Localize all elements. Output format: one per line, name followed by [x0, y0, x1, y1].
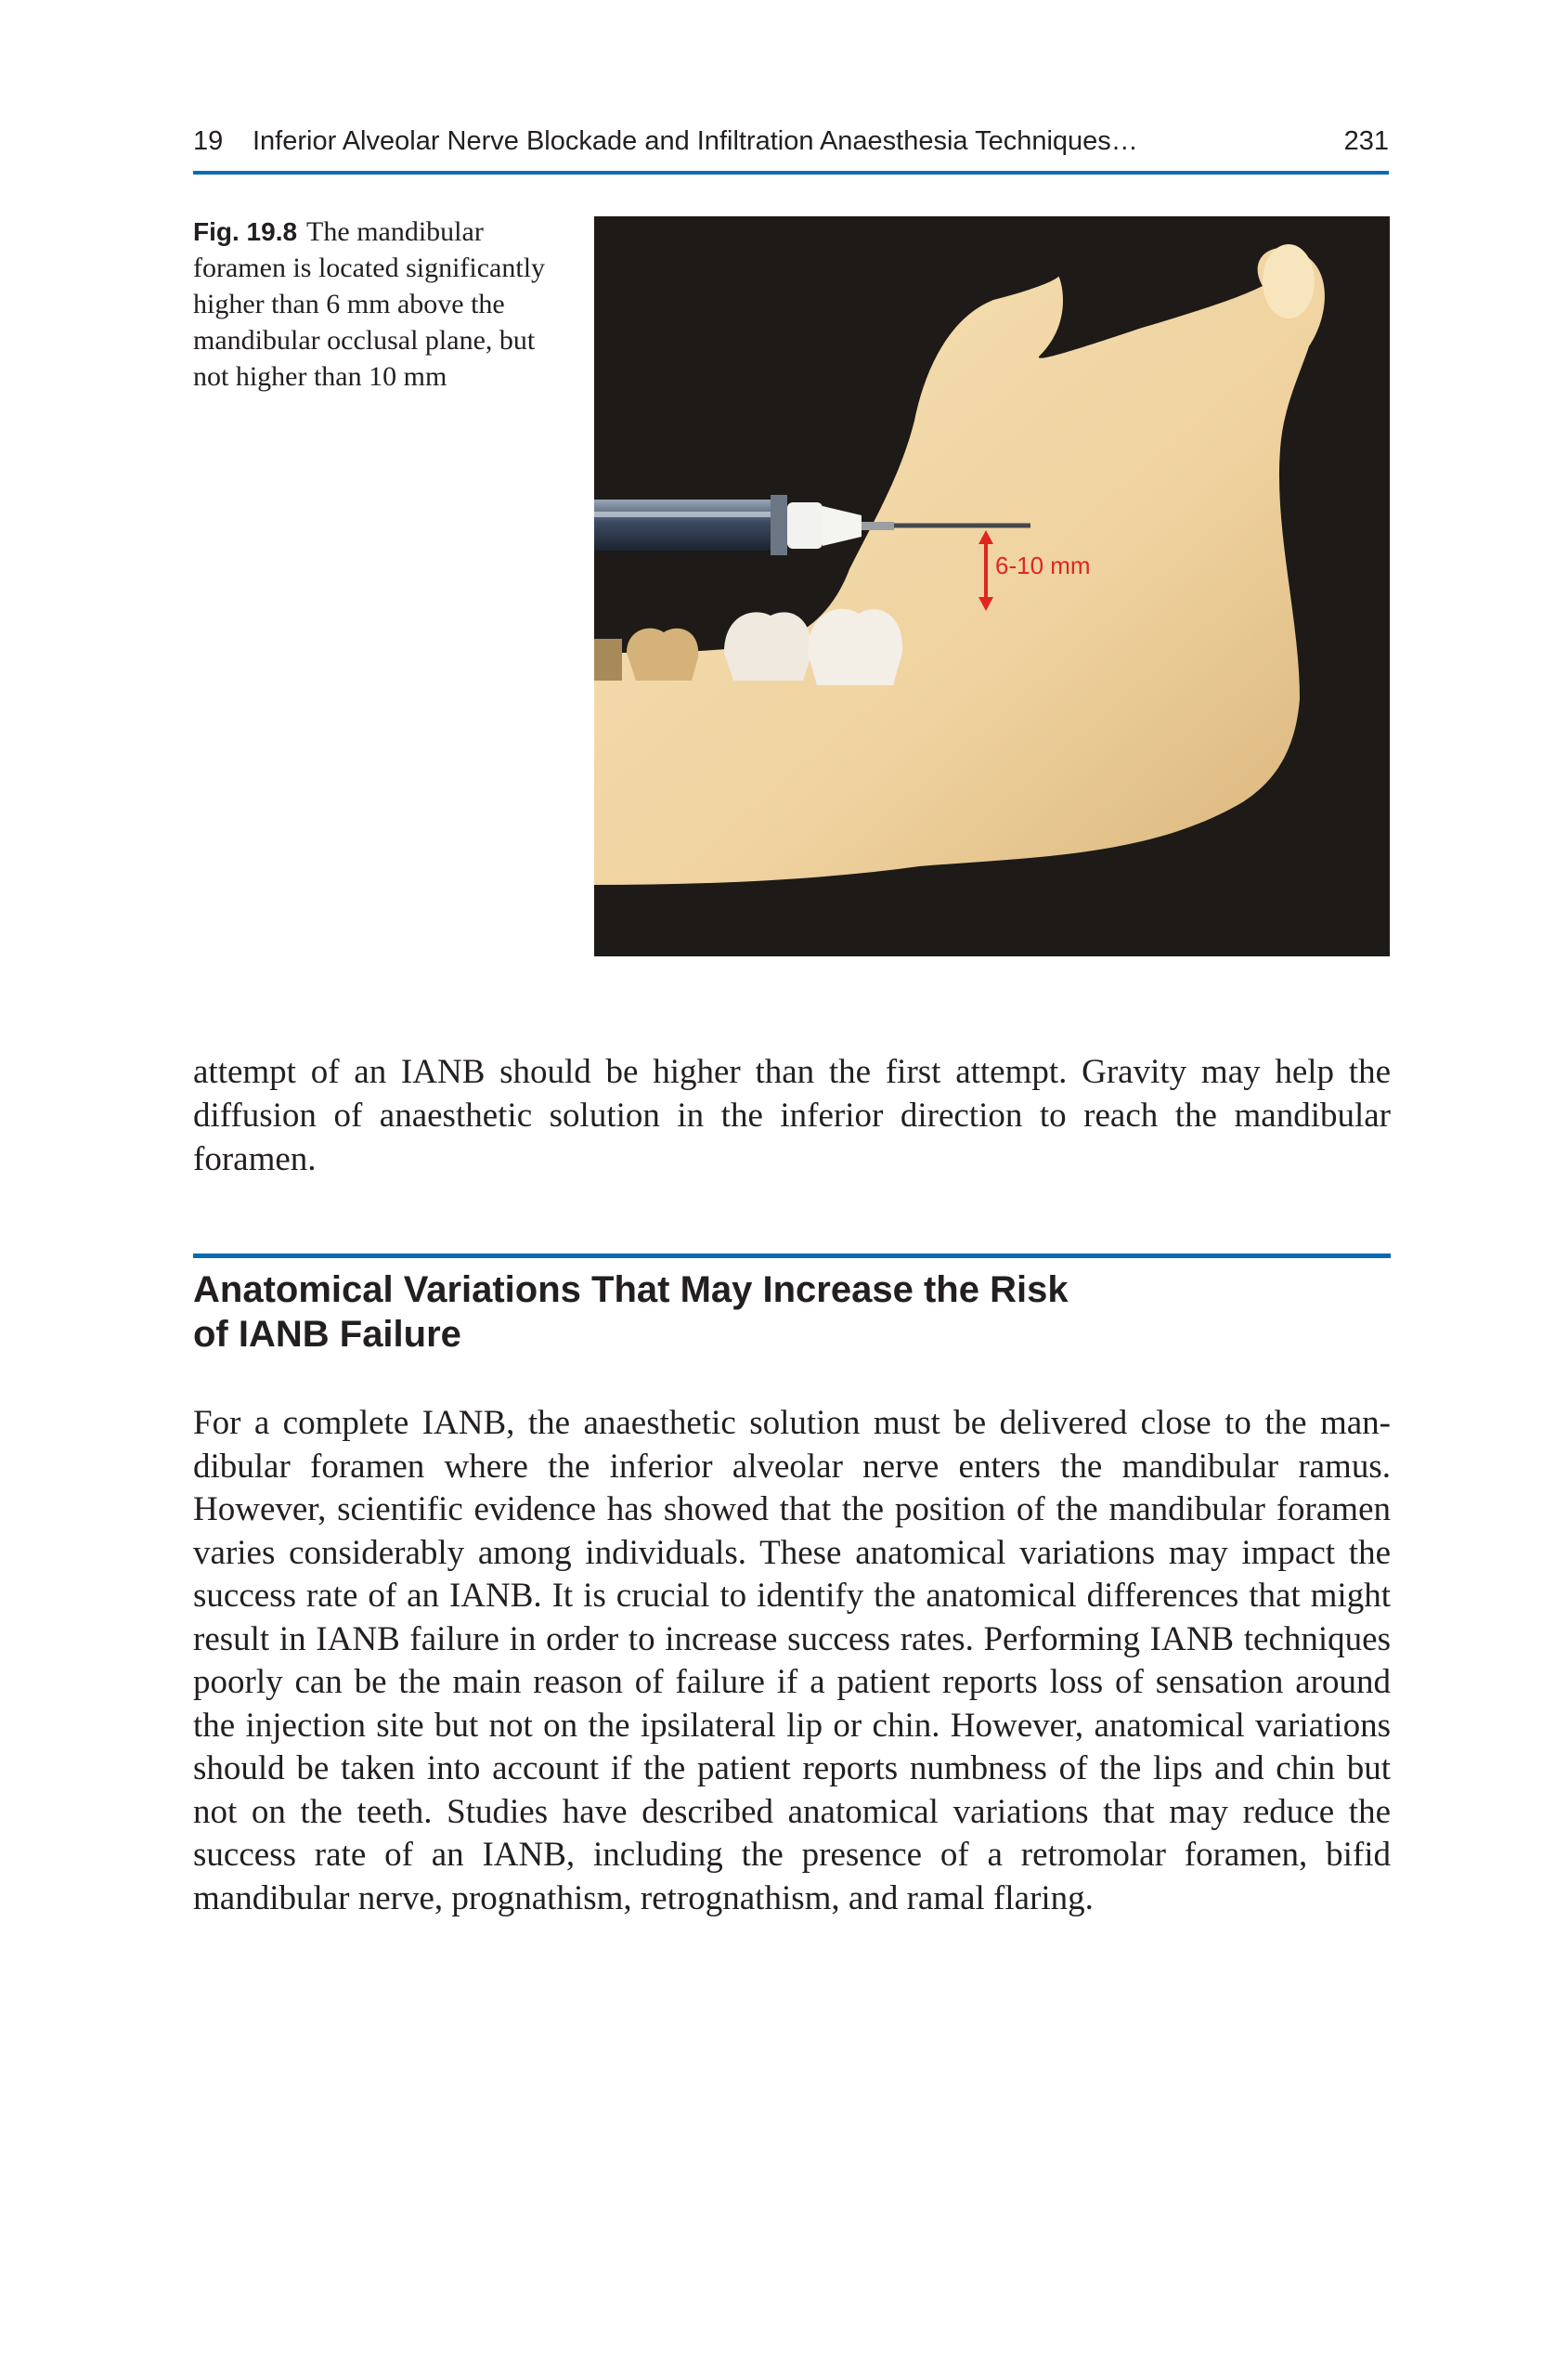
running-title: Inferior Alveolar Nerve Blockade and Infiltration Anaesthesia Techniques… — [253, 126, 1138, 156]
condyle — [1263, 244, 1315, 318]
section-heading-line1: Anatomical Variations That May Increase the Risk — [193, 1269, 1069, 1310]
mandible-illustration — [594, 216, 1390, 956]
section-rule — [193, 1253, 1391, 1258]
measurement-label: 6-10 mm — [995, 552, 1091, 579]
chapter-number: 19 — [193, 126, 224, 156]
continuation-paragraph: attempt of an IANB should be higher than the first attempt. Gravity may help the diffusion of anaesthetic solution in the inferior direction to reach the mandibular foramen. — [193, 1053, 1391, 1178]
running-header — [193, 119, 1389, 163]
header-rule — [193, 171, 1389, 175]
figure-caption — [193, 214, 546, 395]
section-heading — [193, 1267, 1391, 1357]
mandible-photo — [594, 216, 1390, 956]
section-heading-line2: of IANB Failure — [193, 1314, 461, 1355]
figure-caption-text: The mandibular foramen is located significantly higher than 6 mm above the mandibular occlusal plane, but not higher than 10 mm — [193, 216, 546, 392]
page-number: 231 — [1343, 126, 1389, 156]
section-body-paragraph: For a complete IANB, the anaesthetic solution must be delivered close to the mandibular foramen where the inferior alveolar nerve enters the mandibular ramus. However, scientific evidence has showed that the position of the mandibular foramen varies considerably among individuals. These anatomical variations may impact the success rate of an IANB. It is crucial to identify the anatomical differences that might result in IANB failure in order to increase success rates. Performing IANB techniques poorly can be the main reason of failure if a patient reports loss of sensation around the injection site but not on the ipsilateral lip or chin. However, anatomical variations should be taken into account if the patient reports numbness of the lips and chin but not on the teeth. Studies have described anatomical variations that may reduce the success rate of an IANB, including the presence of a retromolar foramen, bifid mandibular nerve, prognathism, retrognathism, and ramal flaring. — [193, 1404, 1391, 1917]
figure-label: Fig. 19.8 — [193, 217, 298, 246]
